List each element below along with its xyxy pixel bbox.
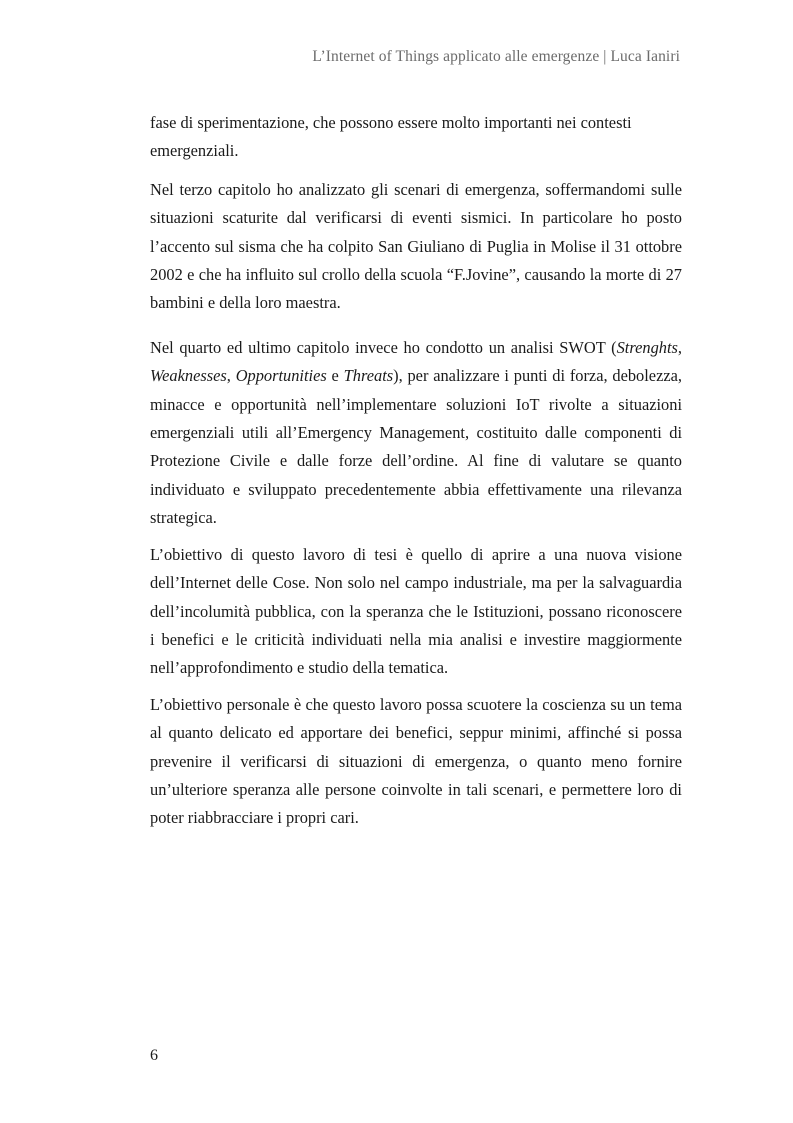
paragraph-sperimentazione: fase di sperimentazione, che possono essere molto importanti nei contesti emergenziali. [150,113,632,161]
page-number: 6 [150,1047,158,1064]
body-text [150,109,682,833]
swot-opportunities: Opportunities [235,366,327,386]
paragraph-obiettivo-tesi: L’obiettivo di questo lavoro di tesi è quello di aprire a una nuova visione dell’Internet delle Cose. Non solo nel campo industriale, ma per la salvaguardia dell’incolumità pubblica, con la speranza che le Istituzioni, possano riconoscere i benefici e le criticità individuati nella mia analisi e investire maggiormente nell’approfondimento e studio della tematica. [150,544,682,678]
swot-rest-text: ), per analizzare i punti di forza, debolezza, minacce e opportunità nell’implementare soluzioni IoT rivolte a situazioni emergenziali utili all’Emergency Management, costituito dalle componenti di Protezione Civile e dalle forze dell’ordine. Al fine di valutare se quanto individuato e sviluppato precedentemente abbia effettivamente una rilevanza strategica. [150,366,682,528]
swot-weaknesses: Weaknesses [150,366,227,386]
running-header: L’Internet of Things applicato alle emergenze | Luca Ianiri [312,48,680,65]
swot-threats: Threats [343,366,394,386]
swot-intro-text: Nel quarto ed ultimo capitolo invece ho condotto un analisi SWOT ( [150,337,617,357]
swot-separator: , [677,337,682,357]
paragraph-obiettivo-personale: L’obiettivo personale è che questo lavoro possa scuotere la coscienza su un tema al quanto delicato ed apportare dei benefici, seppur minimi, affinché si possa prevenire il verificarsi di situazioni di emergenza, o quanto meno fornire un’ulteriore speranza alle persone coinvolte in tali scenari, e permettere loro di poter riabbracciare i propri cari. [150,694,682,828]
swot-conjunction: e [326,366,344,386]
paragraph-quarto-capitolo [150,334,682,533]
swot-separator: , [226,366,236,386]
swot-strengths: Strenghts [616,337,678,357]
paragraph-terzo-capitolo: Nel terzo capitolo ho analizzato gli scenari di emergenza, soffermandomi sulle situazioni scaturite dal verificarsi di eventi sismici. In particolare ho posto l’accento sul sisma che ha colpito San Giuliano di Puglia in Molise il 31 ottobre 2002 e che ha influito sul crollo della scuola “F.Jovine”, causando la morte di 27 bambini e della loro maestra. [150,179,682,313]
